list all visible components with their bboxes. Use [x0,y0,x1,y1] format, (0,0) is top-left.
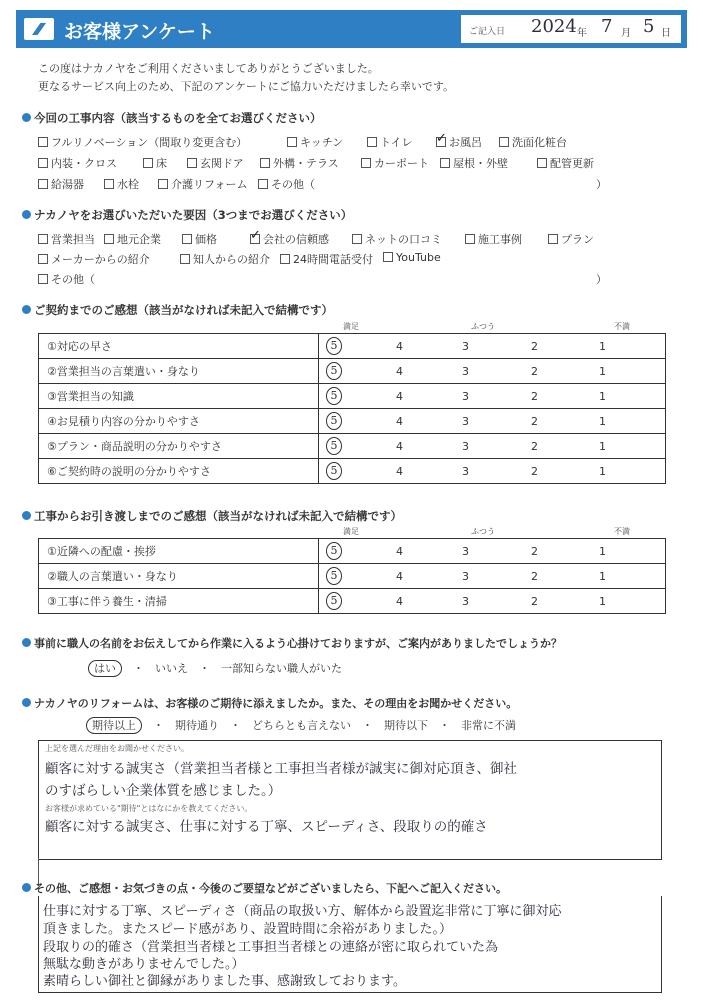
company-logo [24,18,54,40]
option-label: その他（ [271,178,315,191]
option-label: 知人からの紹介 [193,253,270,266]
rating-selected[interactable]: 5 [326,412,342,430]
rating-selected[interactable]: 5 [326,542,342,560]
comments-box[interactable] [38,896,662,993]
rating-option[interactable]: 1 [599,440,606,453]
checkbox-icon[interactable] [383,252,393,262]
q1-option[interactable] [187,155,244,171]
option-label: 屋根・外壁 [453,157,508,170]
expectation-line-1: 顧客に対する誠実さ、仕事に対する丁寧、スピーディさ、段取りの的確さ [45,819,488,835]
rating-selected[interactable]: 5 [326,462,342,480]
table-row [39,539,666,564]
rating-option[interactable]: 1 [599,595,606,608]
checkbox-icon[interactable] [361,158,371,168]
expectation-label: お客様が求めている"期待"とはなにかを教えてください。 [45,804,253,813]
option-label: ネットの口コミ [365,233,442,246]
checkbox-icon[interactable] [38,234,48,244]
rating-cell [319,359,666,384]
rating-option[interactable]: 1 [599,465,606,478]
rating-option[interactable]: 2 [531,390,538,403]
separator: ・ [219,719,252,732]
option-label: その他（ [51,273,95,286]
option-selected[interactable]: はい [88,660,122,677]
row-label: ②職人の言葉遣い・身なり [39,564,319,589]
rating-option[interactable]: 3 [462,340,469,353]
q1-option[interactable] [38,155,117,171]
comment-line-2: 頂きました。またスピード感があり、設置時間に余裕がありました。） [43,922,452,937]
row-label: ①近隣への配慮・挨拶 [39,539,319,564]
rating-option[interactable]: 3 [462,415,469,428]
rating-option[interactable]: 2 [531,365,538,378]
table-row [39,564,666,589]
q1-option[interactable] [38,176,84,192]
separator: ・ [142,719,175,732]
checkbox-icon[interactable] [182,234,192,244]
bullet-icon [22,698,31,707]
rating-option[interactable]: 4 [396,365,403,378]
rating-option[interactable]: 3 [462,365,469,378]
option-selected[interactable]: 期待以上 [86,717,142,734]
rating-cell [319,539,666,564]
checkbox-icon[interactable] [258,179,268,189]
checkbox-icon[interactable] [180,254,190,264]
bullet-icon [22,113,31,122]
scale-mid-label: ふつう [471,527,495,536]
q2-option[interactable] [38,251,150,267]
q2-close-paren: ） [596,273,607,286]
option-label: 施工事例 [478,233,522,246]
rating-option[interactable]: 2 [531,595,538,608]
checkbox-checked-icon[interactable] [436,137,446,147]
rating-option[interactable]: 3 [462,465,469,478]
option-label: YouTube [396,251,441,264]
q1-option[interactable] [143,155,167,171]
q1-option[interactable] [158,176,247,192]
option-label: 床 [156,157,167,170]
q1-option[interactable] [440,155,508,171]
checkbox-icon[interactable] [158,179,168,189]
rating-selected[interactable]: 5 [326,567,342,585]
checkbox-icon[interactable] [104,234,114,244]
row-label: ①対応の早さ [39,334,319,359]
rating-cell [319,564,666,589]
q2-option[interactable] [38,231,95,247]
bullet-icon [22,210,31,219]
checkbox-icon[interactable] [187,158,197,168]
rating-option[interactable]: 2 [531,545,538,558]
rating-option[interactable]: 4 [396,595,403,608]
option-label: 24時間電話受付 [293,253,373,266]
date-label: ご記入日 [469,27,506,37]
checkbox-icon[interactable] [280,254,290,264]
intro-line-2: 更なるサービス向上のため、下記のアンケートにご協力いただけましたら幸いです。 [38,80,455,93]
q3-rating-table [38,333,666,484]
q1-option[interactable] [499,134,567,150]
rating-cell [319,384,666,409]
header-bar [16,10,687,48]
q3-title: ご契約までのご感想（該当がなければ未記入で結構です） [22,302,333,318]
option-label: 会社の信頼感 [263,233,329,246]
option-label: 内装・クロス [51,157,117,170]
date-year-unit: 年 [577,28,587,39]
scale-mid-label: ふつう [471,322,495,331]
table-row [39,589,666,614]
rating-option[interactable]: 4 [396,440,403,453]
bullet-icon [22,883,31,892]
rating-option[interactable]: 1 [599,390,606,403]
rating-option[interactable]: 3 [462,390,469,403]
option-label: フルリノベーション（間取り変更含む） [51,136,248,149]
scale-low-label: 不満 [614,527,630,536]
rating-option[interactable]: 4 [396,545,403,558]
rating-selected[interactable]: 5 [326,387,342,405]
option-label: 地元企業 [117,233,161,246]
reason-line-1: 顧客に対する誠実さ（営業担当者様と工事担当者様が誠実に御対応頂き、御社 [45,761,517,777]
q6-title: ナカノヤのリフォームは、お客様のご期待に添えましたか。また、その理由をお聞かせください。 [22,695,517,711]
reason-box[interactable] [38,740,662,860]
checkbox-icon[interactable] [465,234,475,244]
option-label: 介護リフォーム [171,178,248,191]
bullet-icon [22,305,31,314]
option-label: 配管更新 [550,157,594,170]
rating-cell [319,334,666,359]
checkbox-icon[interactable] [440,158,450,168]
table-row [39,409,666,434]
q2-option[interactable] [548,231,594,247]
option[interactable]: いいえ [155,662,188,675]
q4-title: 工事からお引き渡しまでのご感想（該当がなければ未記入で結構です） [22,508,402,524]
q1-option[interactable] [537,155,594,171]
reason-label: 上記を選んだ理由をお聞かせください。 [45,744,189,753]
checkbox-icon[interactable] [38,158,48,168]
rating-option[interactable]: 3 [462,595,469,608]
option-label: メーカーからの紹介 [51,253,150,266]
row-label: ③工事に伴う養生・清掃 [39,589,319,614]
checkbox-icon[interactable] [38,254,48,264]
option-label: お風呂 [449,136,482,149]
q2-option[interactable] [280,251,373,267]
q1-option[interactable] [367,134,412,150]
option-label: 外構・テラス [273,157,339,170]
rating-option[interactable]: 2 [531,340,538,353]
q1-option[interactable] [104,176,139,192]
option[interactable]: 非常に不満 [461,719,516,732]
date-month[interactable]: 7 [601,16,613,37]
checkbox-checked-icon[interactable] [250,234,260,244]
rating-option[interactable]: 2 [531,440,538,453]
option-label: プラン [561,233,594,246]
checkbox-icon[interactable] [38,274,48,284]
scale-high-label: 満足 [343,322,359,331]
checkbox-icon[interactable] [537,158,547,168]
page-title: お客様アンケート [64,21,215,43]
rating-option[interactable]: 1 [599,415,606,428]
rating-option[interactable]: 2 [531,570,538,583]
comment-line-3: 段取りの的確さ（営業担当者様と工事担当者様との連絡が密に取られていた為 [43,940,499,955]
separator: ・ [122,662,155,675]
rating-cell [319,589,666,614]
rating-option[interactable]: 3 [462,570,469,583]
checkbox-icon[interactable] [287,137,297,147]
checkbox-icon[interactable] [104,179,114,189]
rating-option[interactable]: 1 [599,545,606,558]
date-box [461,15,681,43]
q2-title: ナカノヤをお選びいただいた要因（3つまでお選びください） [22,207,352,223]
rating-cell [319,409,666,434]
table-row [39,359,666,384]
date-day[interactable]: 5 [643,16,655,37]
option-label: 給湯器 [51,178,84,191]
rating-option[interactable]: 1 [599,570,606,583]
q2-option[interactable] [352,231,442,247]
rating-option[interactable]: 3 [462,545,469,558]
option-label: 水栓 [117,178,139,191]
reason-line-2: のすばらしい企業体質を感じました。） [45,783,282,799]
scale-low-label: 不満 [614,322,630,331]
q1-option[interactable] [287,134,343,150]
option-label: キッチン [300,136,344,149]
checkbox-icon[interactable] [548,234,558,244]
rating-option[interactable]: 2 [531,465,538,478]
option[interactable]: どちらとも言えない [252,719,351,732]
table-row [39,384,666,409]
option-label: 洗面化粧台 [512,136,567,149]
q2-option[interactable] [182,231,217,247]
q1-option[interactable] [38,134,247,150]
comment-line-1: 仕事に対する丁寧、スピーディさ（商品の取扱い方、解体から設置迄非常に丁寧に御対応 [43,904,562,919]
rating-option[interactable]: 3 [462,440,469,453]
option-label: カーポート [374,157,429,170]
q5-options [88,660,342,676]
option[interactable]: 期待通り [175,719,219,732]
date-month-unit: 月 [621,28,631,39]
row-label: ②営業担当の言葉遣い・身なり [39,359,319,384]
table-row [39,334,666,359]
rating-option[interactable]: 1 [599,340,606,353]
table-row [39,434,666,459]
q2-option[interactable] [104,231,161,247]
q2-option[interactable] [180,251,270,267]
checkbox-icon[interactable] [260,158,270,168]
option-label: 営業担当 [51,233,95,246]
row-label: ⑥ご契約時の説明の分かりやすさ [39,459,319,484]
q2-option[interactable] [465,231,522,247]
q2-option[interactable] [38,271,95,287]
q1-option[interactable] [361,155,429,171]
q2-option[interactable] [383,251,441,264]
option-label: 玄関ドア [200,157,244,170]
q5-title: 事前に職人の名前をお伝えしてから作業に入るよう心掛けておりますが、ご案内がありましたでしょうか？ [22,635,562,651]
scale-high-label: 満足 [343,527,359,536]
row-label: ④お見積り内容の分かりやすさ [39,409,319,434]
rating-selected[interactable]: 5 [326,592,342,610]
date-year[interactable]: 2024 [531,16,577,37]
rating-option[interactable]: 4 [396,415,403,428]
rating-option[interactable]: 4 [396,570,403,583]
comment-line-5: 素晴らしい御社と御縁がありました事、感謝致しております。 [43,974,406,989]
rating-cell [319,434,666,459]
q6-options [86,717,516,733]
rating-selected[interactable]: 5 [326,362,342,380]
option-label: トイレ [380,136,413,149]
separator: ・ [188,662,221,675]
option[interactable]: 期待以下 [384,719,428,732]
q1-title: 今回の工事内容（該当するものを全てお選びください） [22,110,322,126]
rating-selected[interactable]: 5 [326,437,342,455]
checkbox-icon[interactable] [38,137,48,147]
separator: ・ [428,719,461,732]
q4-rating-table [38,538,666,614]
rating-option[interactable]: 4 [396,465,403,478]
rating-selected[interactable]: 5 [326,337,342,355]
q2-option[interactable] [250,231,329,247]
intro-line-1: この度はナカノヤをご利用くださいましてありがとうございました。 [38,62,379,75]
separator: ・ [351,719,384,732]
option[interactable]: 一部知らない職人がいた [221,662,342,675]
checkbox-icon[interactable] [499,137,509,147]
rating-option[interactable]: 1 [599,365,606,378]
rating-option[interactable]: 4 [396,340,403,353]
date-day-unit: 日 [661,28,671,39]
checkbox-icon[interactable] [352,234,362,244]
q1-option[interactable] [436,134,482,150]
bullet-icon [22,511,31,520]
checkbox-icon[interactable] [38,179,48,189]
option-label: 価格 [195,233,217,246]
row-label: ⑤プラン・商品説明の分かりやすさ [39,434,319,459]
q1-option[interactable] [260,155,339,171]
q7-title: その他、ご感想・お気づきの点・今後のご要望などがございましたら、下記へご記入ください。 [22,880,507,896]
checkbox-icon[interactable] [367,137,377,147]
table-row [39,459,666,484]
q1-close-paren: ） [596,178,607,191]
rating-option[interactable]: 2 [531,415,538,428]
checkbox-icon[interactable] [143,158,153,168]
q1-option[interactable] [258,176,315,192]
comment-line-4: 無駄な動きがありませんでした。） [43,957,245,972]
bullet-icon [22,638,31,647]
rating-cell [319,459,666,484]
rating-option[interactable]: 4 [396,390,403,403]
row-label: ③営業担当の知識 [39,384,319,409]
